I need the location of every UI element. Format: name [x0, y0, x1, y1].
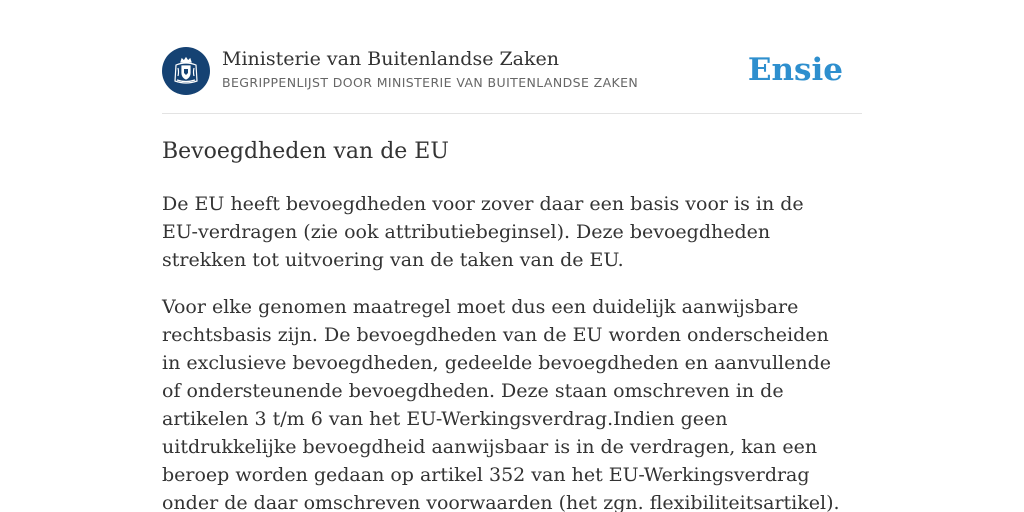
ministry-logo[interactable] [162, 47, 210, 95]
organization-name: Ministerie van Buitenlandse Zaken [222, 48, 560, 70]
header [162, 47, 862, 95]
header-divider [162, 113, 862, 114]
ensie-brand-link[interactable]: Ensie [747, 52, 843, 88]
article-title: Bevoegdheden van de EU [162, 139, 449, 164]
article-paragraph: De EU heeft bevoegdheden voor zover daar een basis voor is in de EU-verdragen (zie ook attributiebeginsel). Deze bevoegdheden strekken tot uitvoering van de taken van de EU. [162, 193, 804, 271]
glossary-subtitle: BEGRIPPENLIJST DOOR MINISTERIE VAN BUITENLANDSE ZAKEN [222, 75, 639, 90]
royal-coat-of-arms-icon [169, 54, 203, 88]
article-body [162, 190, 842, 512]
article-paragraph: Voor elke genomen maatregel moet dus een duidelijk aanwijsbare rechtsbasis zijn. De bevoegdheden van de EU worden onderscheiden in exclusieve bevoegdheden, gedeelde bevoegdheden en aanvullende of ondersteunende bevoegdheden. Deze staan omschreven in de artikelen 3 t/m 6 van het EU-Werkingsverdrag.Indien geen uitdrukkelijke bevoegdheid aanwijsbaar is in de verdragen, kan een beroep worden gedaan op artikel 352 van het EU-Werkingsverdrag onder de daar omschreven voorwaarden (het zgn. flexibiliteitsartikel). [162, 296, 840, 512]
